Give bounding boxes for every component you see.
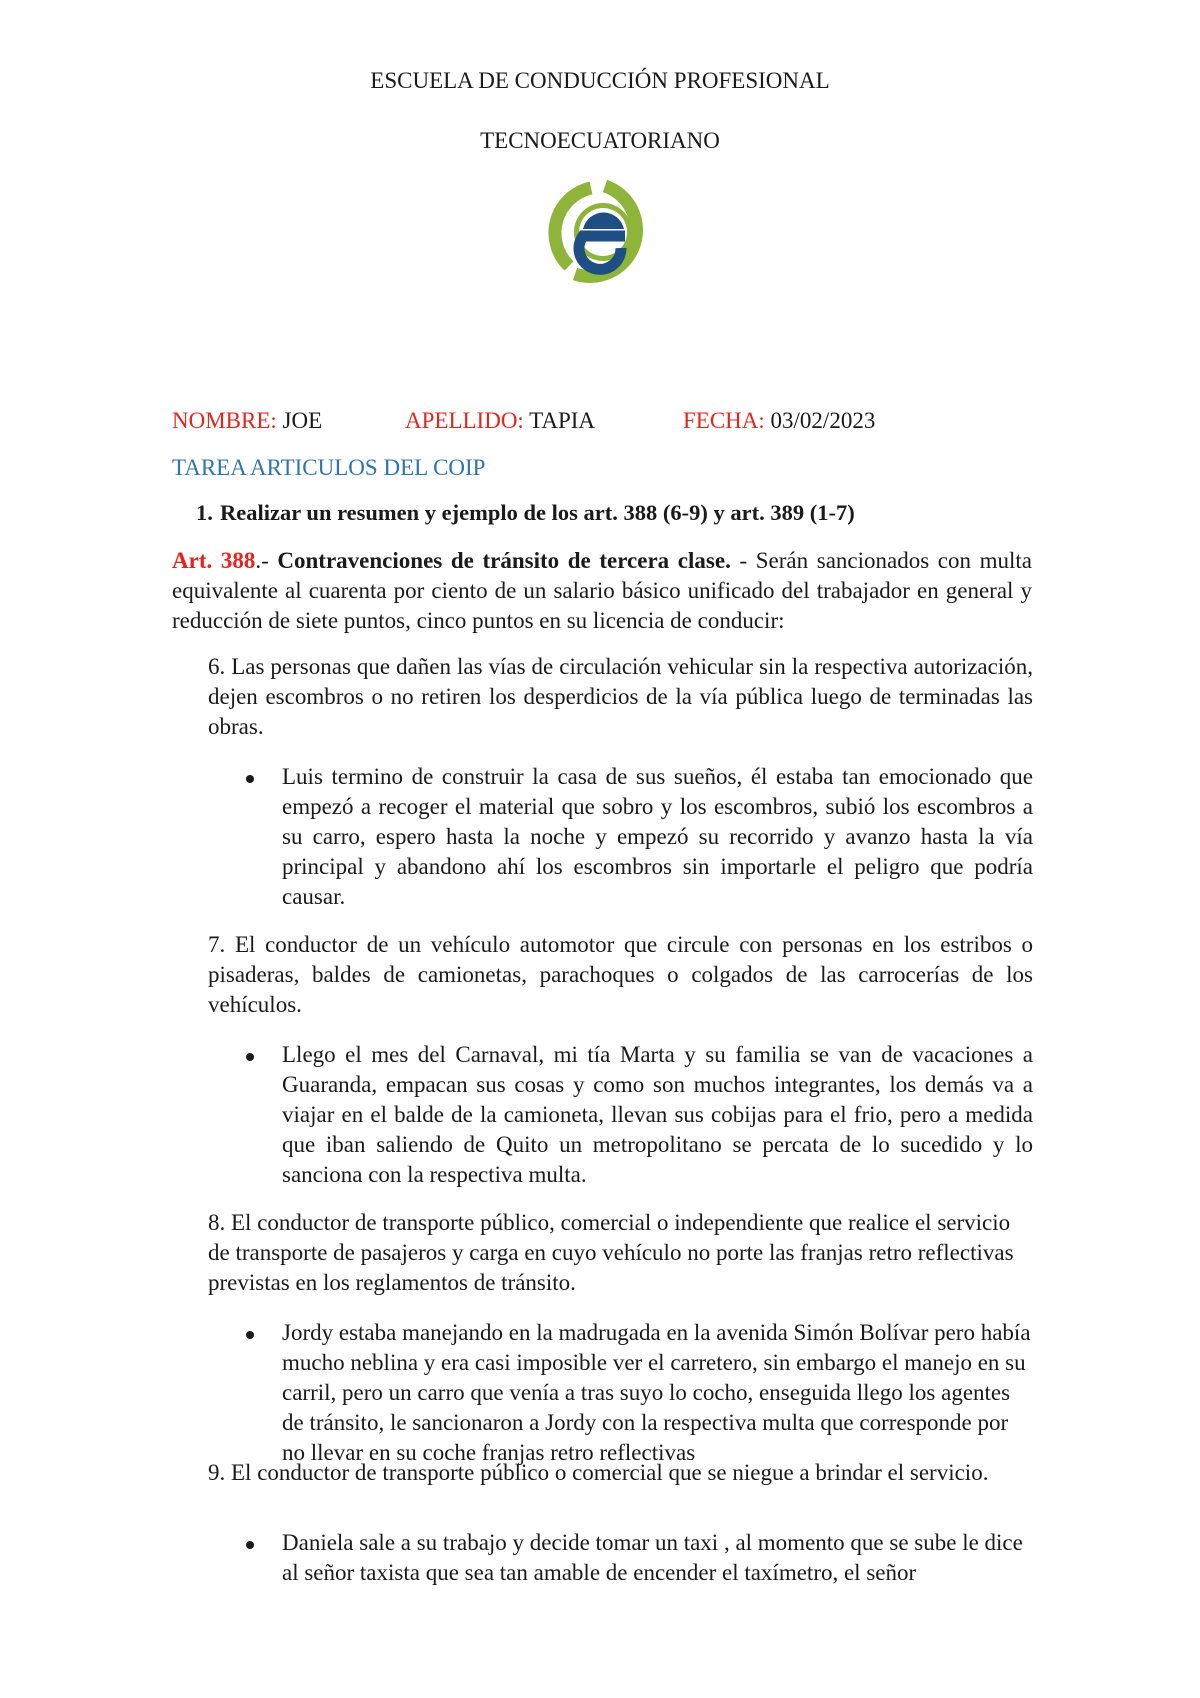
student-name — [172, 408, 322, 434]
apellido-label: APELLIDO: — [405, 408, 524, 433]
fecha-label: FECHA: — [683, 408, 765, 433]
article-body: - Serán sancionados con multa equivalente al cuarenta por ciento de un salario básico unificado del trabajador en general y reducción de siete puntos, cinco puntos en su licencia de conducir: — [172, 548, 1032, 633]
question-1 — [196, 500, 855, 526]
list-item: 7. El conductor de un vehículo automotor que circule con personas en los estribos o pisaderas, baldes de camionetas, parachoques o colgados de las carrocerías de los vehículos. — [208, 932, 1033, 1017]
school-name: TECNOECUATORIANO — [480, 128, 720, 153]
bullet-icon — [246, 1331, 254, 1339]
example-text: Llego el mes del Carnaval, mi tía Marta y su familia se van de vacaciones a Guaranda, empacan sus cosas y como son muchos integrantes, los demás va a viajar en el balde de la camioneta, llevan sus cobijas para el frio, pero a medida que iban saliendo de Quito un metropolitano se percata de lo sucedido y lo sanciona con la respectiva multa. — [282, 1042, 1033, 1187]
article-title: Contravenciones de tránsito de tercera clase. — [277, 548, 731, 573]
question-number: 1. — [196, 500, 213, 525]
nombre-label: NOMBRE: — [172, 408, 277, 433]
question-text: Realizar un resumen y ejemplo de los art. 388 (6-9) y art. 389 (1-7) — [220, 500, 855, 525]
bullet-icon — [246, 1053, 254, 1061]
example-text: Jordy estaba manejando en la madrugada en la avenida Simón Bolívar pero había mucho neblina y era casi imposible ver el carretero, sin embargo el manejo en su carril, pero un carro que venía a tras suyo lo cocho, enseguida llego los agentes de tránsito, le sancionaron a Jordy con la respectiva multa que corresponde por no llevar en su coche franjas retro reflectivas — [282, 1320, 1031, 1465]
nombre-value: JOE — [276, 408, 323, 433]
student-date — [683, 408, 875, 434]
student-lastname — [405, 408, 595, 434]
bullet-icon — [246, 1541, 254, 1549]
bullet-icon — [246, 775, 254, 783]
task-title: TAREA ARTICULOS DEL COIP — [172, 455, 486, 480]
article-separator: .- — [255, 548, 278, 573]
article-388 — [172, 546, 1032, 636]
apellido-value: TAPIA — [523, 408, 596, 433]
school-title: ESCUELA DE CONDUCCIÓN PROFESIONAL — [370, 68, 830, 93]
list-item: 6. Las personas que dañen las vías de circulación vehicular sin la respectiva autorización, dejen escombros o no retiren los desperdicios de la vía pública luego de terminadas las obras. — [208, 654, 1033, 739]
list-item: 8. El conductor de transporte público, comercial o independiente que realice el servicio de transporte de pasajeros y carga en cuyo vehículo no porte las franjas retro reflectivas previstas en los reglamentos de tránsito. — [208, 1210, 1014, 1295]
list-item: 9. El conductor de transporte público o comercial que se niegue a brindar el servicio. — [208, 1460, 989, 1485]
school-logo — [547, 178, 659, 283]
example-text: Luis termino de construir la casa de sus sueños, él estaba tan emocionado que empezó a recoger el material que sobro y los escombros, subió los escombros a su carro, espero hasta la noche y empezó su recorrido y avanzo hasta la vía principal y abandono ahí los escombros sin importarle el peligro que podría causar. — [282, 764, 1033, 909]
article-label: Art. 388 — [172, 548, 256, 573]
fecha-value: 03/02/2023 — [764, 408, 876, 433]
example-text: Daniela sale a su trabajo y decide tomar un taxi , al momento que se sube le dice al señor taxista que sea tan amable de encender el taxímetro, el señor — [282, 1530, 1023, 1585]
